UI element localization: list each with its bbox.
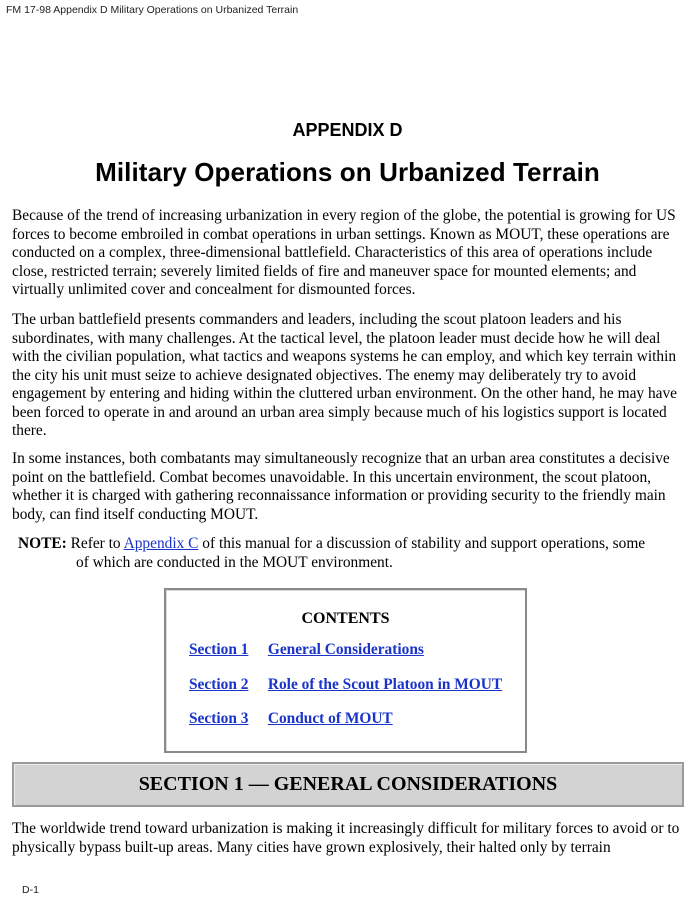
note-text-before: Refer to (70, 535, 121, 552)
contents-row-section-3 (189, 710, 393, 728)
intro-paragraph-2: The urban battlefield presents commanders and leaders, including the scout platoon leaders and his subordinates, with many challenges. At the tactical level, the platoon leader must decide how he will deal with the civilian population, what tactics and weapons systems he can employ, and which key terrain within the city his unit must seize to achieve designated objectives. The enemy may deliberately try to avoid engagement by entering and hiding within the cluttered urban environment. On the other hand, he may have been forced to operate in and around an urban area simply because much of his logistics support is located there. (12, 311, 678, 439)
appendix-c-link[interactable]: Appendix C (123, 535, 199, 552)
contents-heading: CONTENTS (301, 610, 390, 627)
appendix-label: APPENDIX D (292, 120, 403, 140)
running-header: FM 17-98 Appendix D Military Operations on Urbanized Terrain (6, 4, 299, 16)
conduct-of-mout-link[interactable]: Conduct of MOUT (267, 710, 393, 727)
note-line-1 (18, 534, 678, 553)
note-text-after: of this manual for a discussion of stability and support operations, some (202, 535, 646, 552)
section-1-link[interactable]: Section 1 (189, 641, 249, 658)
intro-paragraph-1: Because of the trend of increasing urbanization in every region of the globe, the potential is growing for US forces to become embroiled in combat operations in urban settings. Known as MOUT, these operations are conducted on a complex, three-dimensional battlefield. Characteristics of this area of operations include close, restricted terrain; severely limited fields of fire and maneuver space for mounted elements; and virtually unlimited cover and concealment for dismounted forces. (12, 207, 676, 298)
contents-box (164, 588, 527, 753)
role-of-scout-platoon-link[interactable]: Role of the Scout Platoon in MOUT (267, 676, 503, 693)
page-title: Military Operations on Urbanized Terrain (95, 157, 600, 187)
note-label: NOTE: (18, 535, 67, 552)
general-considerations-link[interactable]: General Considerations (267, 641, 424, 658)
section-1-heading: SECTION 1 — GENERAL CONSIDERATIONS (12, 762, 684, 807)
section-1-paragraph: The worldwide trend toward urbanization is making it increasingly difficult for military forces to avoid or to physically bypass built-up areas. Many cities have grown explosively, their halted only by terrain (12, 820, 680, 856)
intro-paragraph-3: In some instances, both combatants may simultaneously recognize that an urban area constitutes a decisive point on the battlefield. Combat becomes unavoidable. In this uncertain environment, the scout platoon, whether it is charged with gathering reconnaissance information or providing security to the friendly main body, can find itself conducting MOUT. (12, 450, 670, 523)
contents-row-section-2 (189, 676, 502, 694)
note-block (18, 534, 678, 572)
contents-row-section-1 (189, 641, 424, 659)
page-number: D-1 (22, 884, 39, 896)
note-line-2: of which are conducted in the MOUT environment. (76, 554, 393, 571)
section-3-link[interactable]: Section 3 (189, 710, 249, 727)
section-2-link[interactable]: Section 2 (189, 676, 249, 693)
